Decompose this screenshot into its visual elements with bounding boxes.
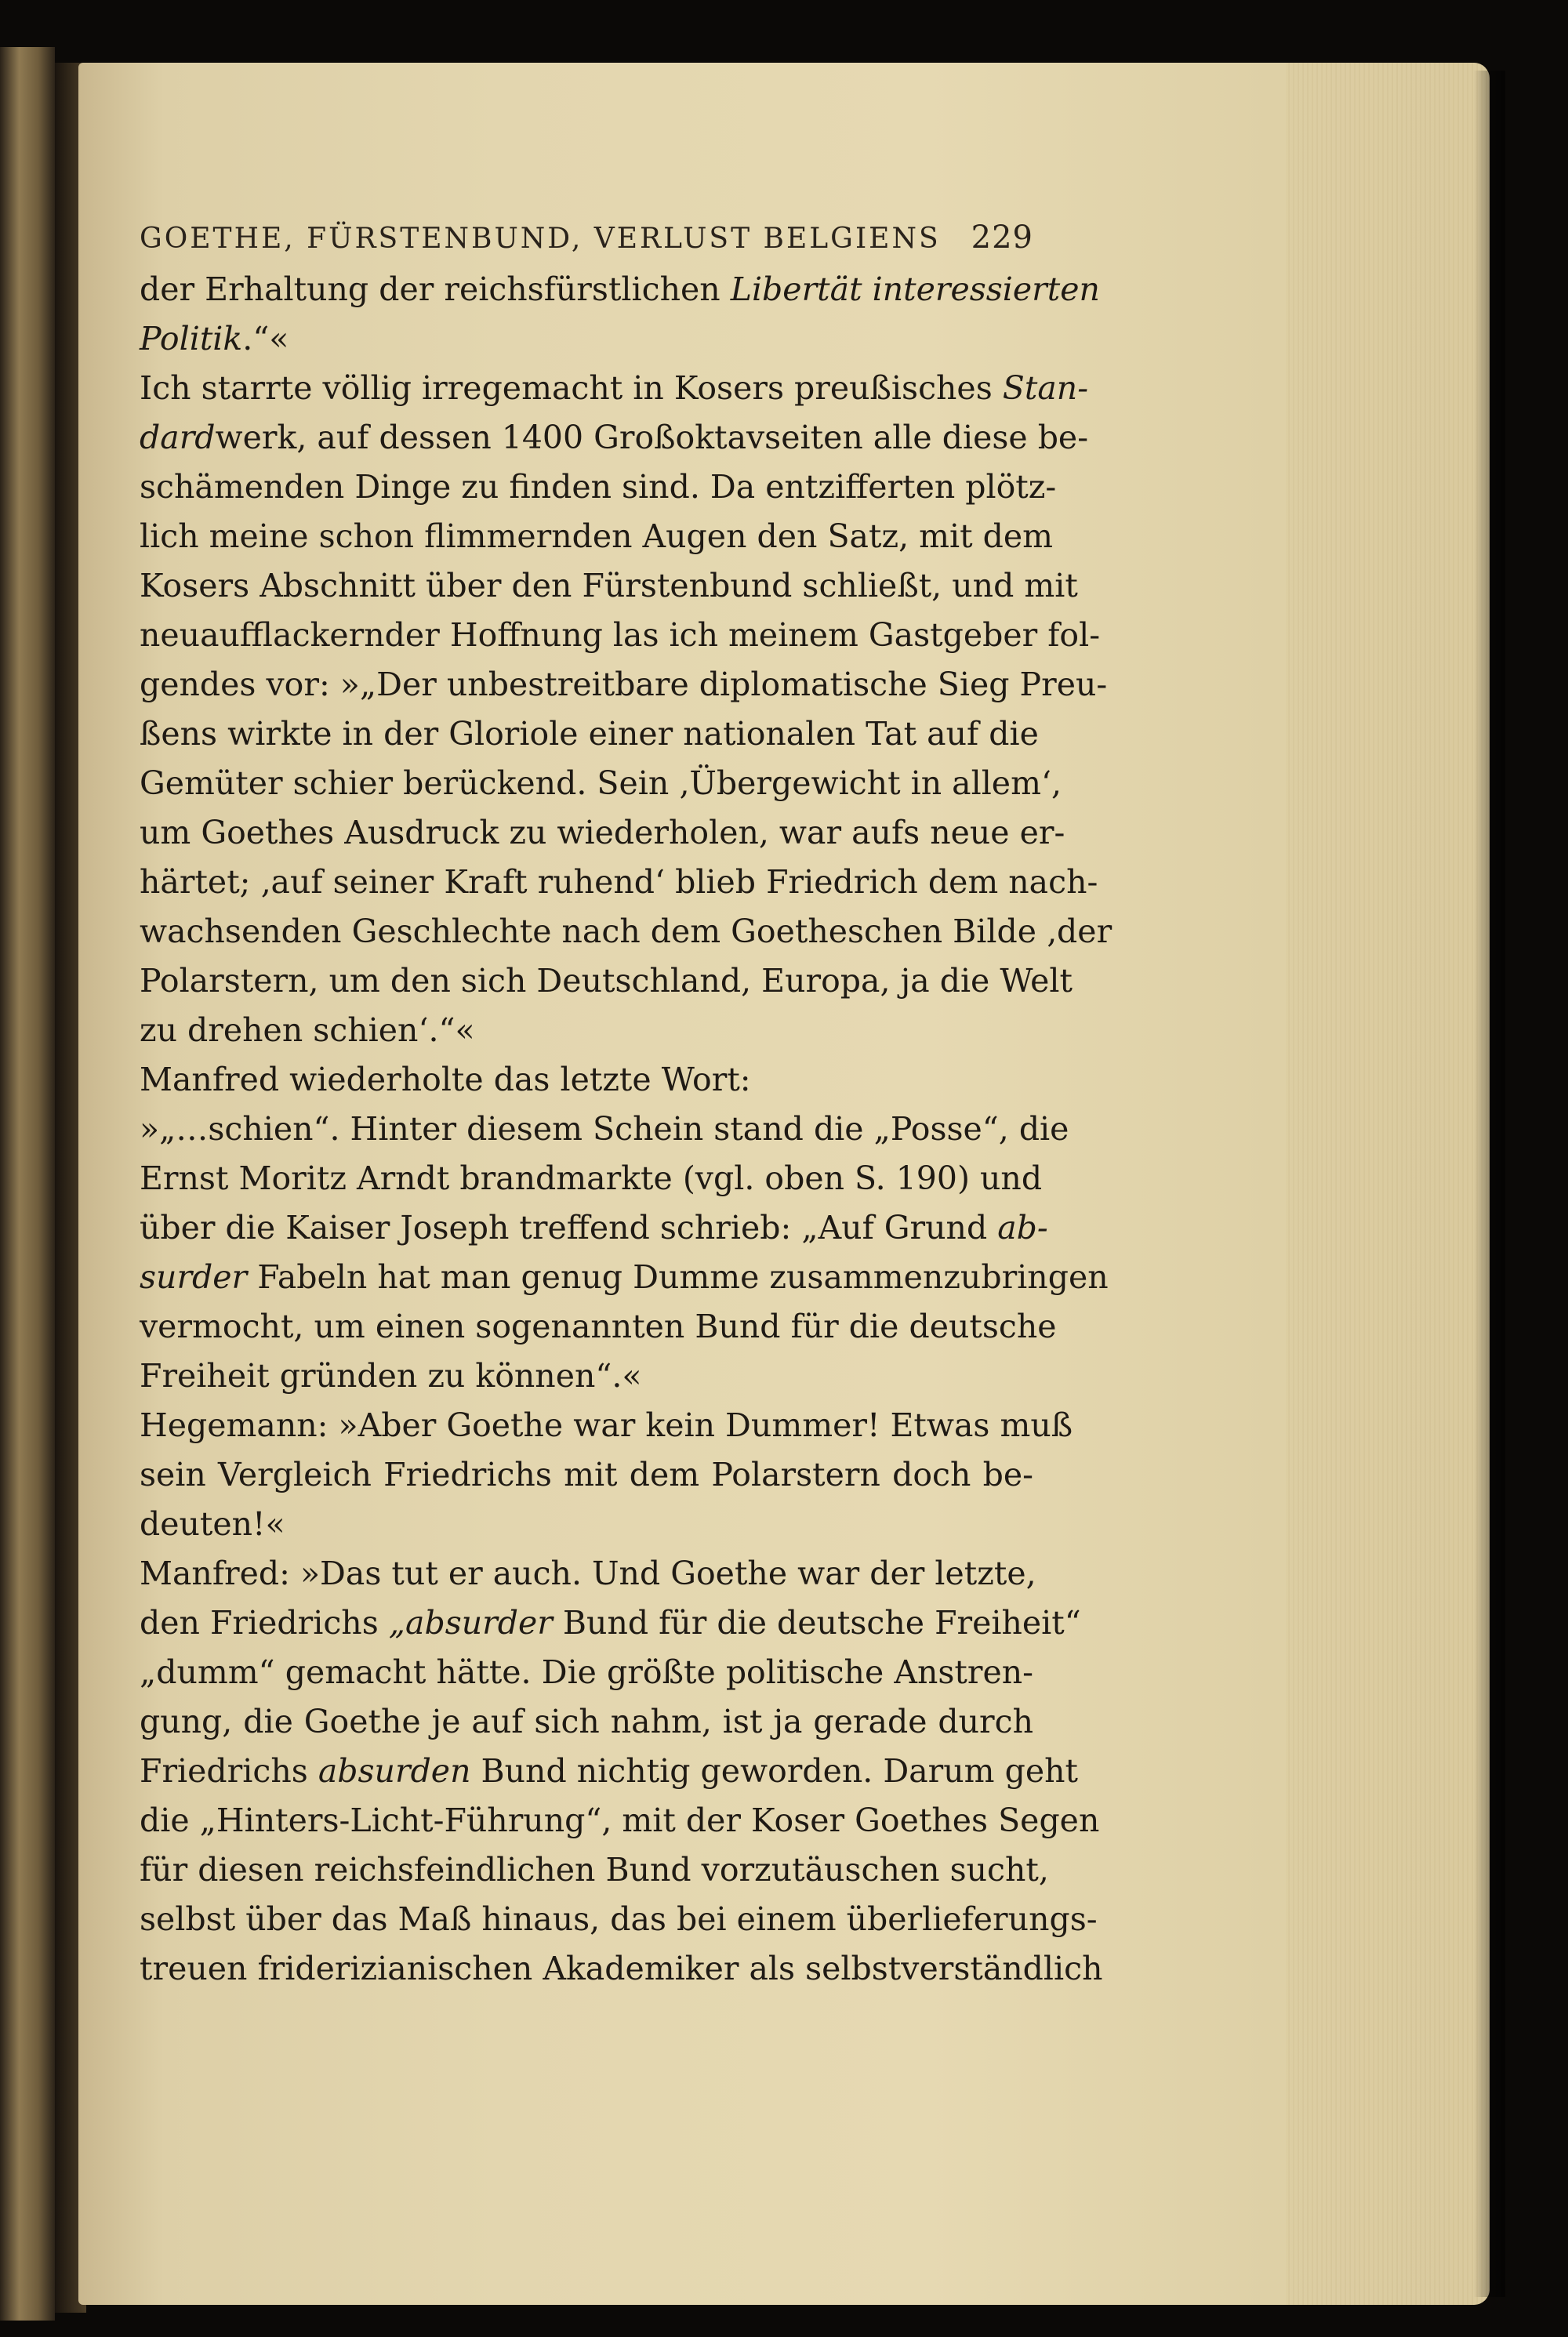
line-text: vermocht, um einen sogenannten Bund für die deutsche: [140, 1308, 1057, 1345]
text-line: [140, 611, 1101, 660]
italic-text: Politik: [140, 320, 243, 357]
text-line: [140, 1401, 1073, 1450]
line-text: Manfred: »Das tut er auch. Und Goethe war der letzte,: [140, 1555, 1036, 1592]
italic-text: surder: [140, 1258, 248, 1296]
text-line: [140, 265, 1100, 314]
line-text: Kosers Abschnitt über den Fürstenbund schließt, und mit: [140, 567, 1078, 604]
line-text: treuen friderizianischen Akademiker als selbstverständlich: [140, 1950, 1103, 1987]
text-line: [140, 1105, 1069, 1154]
text-line: [140, 512, 1054, 561]
line-text: .“«: [242, 320, 289, 357]
text-line: [140, 1796, 1100, 1845]
line-text: schämenden Dinge zu finden sind. Da entzifferten plötz-: [140, 468, 1057, 506]
text-line: [140, 314, 1033, 364]
line-text: für diesen reichsfeindlichen Bund vorzutäuschen sucht,: [140, 1851, 1049, 1889]
line-text: werk, auf dessen 1400 Großoktavseiten alle diese be-: [215, 419, 1089, 456]
italic-text: Stan-: [1002, 369, 1089, 407]
running-head-title: GOETHE, FÜRSTENBUND, VERLUST BELGIENS: [140, 223, 941, 255]
line-text: Manfred wiederholte das letzte Wort:: [140, 1061, 751, 1098]
line-text: Bund nichtig geworden. Darum geht: [470, 1752, 1078, 1790]
line-text: Polarstern, um den sich Deutschland, Europa, ja die Welt: [140, 962, 1073, 1000]
italic-text: dard: [140, 419, 216, 456]
line-text: sein Vergleich Friedrichs mit dem Polarstern doch be-: [140, 1456, 1033, 1493]
text-line: [140, 1599, 1081, 1648]
page-stack-edge: [1286, 63, 1490, 2305]
line-text: zu drehen schien‘.“«: [140, 1011, 475, 1049]
line-text: die „Hinters-Licht-Führung“, mit der Koser Goethes Segen: [140, 1802, 1100, 1839]
page-number: 229: [971, 220, 1033, 256]
running-head: [140, 220, 1033, 256]
text-line: [140, 858, 1098, 907]
line-text: lich meine schon flimmernden Augen den Satz, mit dem: [140, 517, 1054, 555]
text-line: [140, 1253, 1109, 1302]
text-line: [140, 956, 1073, 1006]
line-text: „dumm“ gemacht hätte. Die größte politische Anstren-: [140, 1653, 1033, 1691]
line-text: den Friedrichs: [140, 1604, 389, 1642]
text-line: [140, 1549, 1036, 1599]
line-text: »„…schien“. Hinter diesem Schein stand die „Posse“, die: [140, 1110, 1069, 1148]
line-text: wachsenden Geschlechte nach dem Goetheschen Bilde ‚der: [140, 913, 1112, 950]
line-text: deuten!«: [140, 1505, 285, 1543]
line-text: Gemüter schier berückend. Sein ‚Übergewicht in allem‘,: [140, 764, 1062, 802]
body-text: [140, 265, 1112, 1994]
italic-text: absurden: [318, 1752, 471, 1790]
text-line: [140, 1203, 1048, 1253]
line-text: Friedrichs: [140, 1752, 318, 1790]
text-line: [140, 660, 1108, 709]
text-line: [140, 463, 1057, 512]
text-line: [140, 1697, 1033, 1747]
line-text: Ernst Moritz Arndt brandmarkte (vgl. oben S. 190) und: [140, 1159, 1043, 1197]
italic-text: Libertät interessierten: [730, 270, 1100, 308]
line-text: Fabeln hat man genug Dumme zusammenzubringen: [247, 1258, 1109, 1296]
line-text: Hegemann: »Aber Goethe war kein Dummer! Etwas muß: [140, 1406, 1073, 1444]
line-text: ßens wirkte in der Gloriole einer nationalen Tat auf die: [140, 715, 1039, 753]
text-line: [140, 709, 1039, 759]
text-line: [140, 1154, 1043, 1203]
text-line: [140, 1352, 1033, 1401]
text-line: [140, 1648, 1033, 1697]
italic-text: „absurder: [388, 1604, 553, 1642]
line-text: neuaufflackernder Hoffnung las ich meinem Gastgeber fol-: [140, 616, 1101, 654]
text-line: [140, 1450, 1033, 1500]
text-line: [140, 1845, 1049, 1895]
italic-text: ab-: [997, 1209, 1048, 1247]
line-text: selbst über das Maß hinaus, das bei einem überlieferungs-: [140, 1900, 1098, 1938]
line-text: gung, die Goethe je auf sich nahm, ist ja gerade durch: [140, 1703, 1033, 1740]
line-text: gendes vor: »„Der unbestreitbare diplomatische Sieg Preu-: [140, 666, 1108, 703]
text-line: [140, 907, 1112, 956]
text-line: [140, 364, 1089, 413]
page-stack-shadow: [1474, 71, 1505, 2297]
line-text: über die Kaiser Joseph treffend schrieb: „Auf Grund: [140, 1209, 998, 1247]
text-line: [140, 1747, 1078, 1796]
page-text-block: [140, 220, 1112, 1994]
left-page-edge: [0, 47, 55, 2321]
text-line: [140, 413, 1089, 463]
line-text: Bund für die deutsche Freiheit“: [552, 1604, 1081, 1642]
line-text: härtet; ‚auf seiner Kraft ruhend‘ blieb Friedrich dem nach-: [140, 863, 1098, 901]
text-line: [140, 1302, 1057, 1352]
text-line: [140, 1055, 1033, 1105]
text-line: [140, 1944, 1103, 1994]
line-text: Freiheit gründen zu können“.«: [140, 1357, 642, 1395]
text-line: [140, 808, 1065, 858]
text-line: [140, 1500, 1033, 1549]
text-line: [140, 1895, 1098, 1944]
text-line: [140, 759, 1062, 808]
line-text: um Goethes Ausdruck zu wiederholen, war aufs neue er-: [140, 814, 1065, 851]
line-text: der Erhaltung der reichsfürstlichen: [140, 270, 731, 308]
line-text: Ich starrte völlig irregemacht in Kosers preußisches: [140, 369, 1003, 407]
text-line: [140, 561, 1078, 611]
text-line: [140, 1006, 1033, 1055]
